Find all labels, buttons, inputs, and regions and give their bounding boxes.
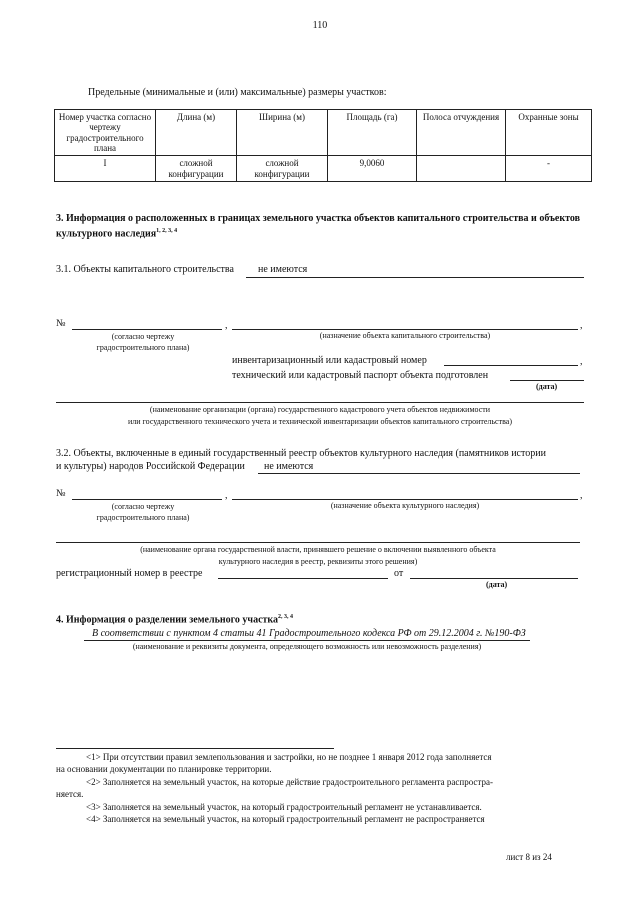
- org-caption-1: (наименование организации (органа) государственного кадастрового учета объектов недвижимости: [149, 405, 491, 414]
- section4-title: [56, 614, 293, 625]
- table-cell: сложной конфигурации: [237, 156, 328, 182]
- date-caption-2: (дата): [486, 580, 508, 589]
- section3-title-sup: 1, 2, 3, 4: [156, 228, 178, 234]
- caption-drawing-2: (согласно чертежу градостроительного плана): [96, 502, 190, 522]
- footnote-4: <4> Заполняется на земельный участок, на который градостроительный регламент не распространяется: [86, 814, 485, 824]
- comma: ,: [580, 320, 583, 331]
- num-sign-1: №: [56, 318, 66, 329]
- section4-basis: В соответствии с пунктом 4 статьи 41 Градостроительного кодекса РФ от 29.12.2004 г. №190-ФЗ: [92, 628, 526, 639]
- reg-date-line: [410, 578, 578, 579]
- comma: ,: [225, 320, 228, 331]
- table-header-cell: Полоса отчуждения: [417, 110, 506, 156]
- footnote-1a: <1> При отсутствии правил землепользования и застройки, но не позднее 1 января 2012 года заполняется: [86, 752, 492, 762]
- reg-number-line: [218, 578, 388, 579]
- section4-basis-caption: (наименование и реквизиты документа, определяющего возможность или невозможность разделения): [132, 642, 482, 651]
- table-cell: [417, 156, 506, 182]
- reg-number-label: регистрационный номер в реестре: [56, 568, 203, 579]
- table-cell: -: [506, 156, 592, 182]
- inventory-line: [444, 365, 578, 366]
- authority-line: [56, 542, 580, 543]
- caption-drawing-1: (согласно чертежу градостроительного плана): [96, 332, 190, 352]
- footnote-1b: на основании документации по планировке территории.: [56, 764, 272, 774]
- section4-basis-line: [84, 640, 530, 641]
- section3-title: [56, 213, 586, 240]
- drawing-number-line-1: [72, 329, 222, 330]
- drawing-number-line-2: [72, 499, 222, 500]
- comma: ,: [580, 490, 583, 501]
- sheet-counter: лист 8 из 24: [506, 852, 552, 862]
- table-cell: 9,0060: [328, 156, 417, 182]
- comma: ,: [225, 490, 228, 501]
- section4-title-sup: 2, 3, 4: [278, 614, 294, 620]
- s32-text-2: и культуры) народов Российской Федерации: [56, 461, 245, 472]
- s31-line: [246, 277, 584, 278]
- org-line: [56, 402, 584, 403]
- purpose-line-2: [232, 499, 578, 500]
- s31-value: не имеются: [258, 264, 308, 275]
- caption-purpose-1: (назначение объекта капитального строительства): [319, 331, 491, 340]
- table-header-cell: Номер участка согласно чертежу градостроительного плана: [55, 110, 156, 156]
- sizes-heading: Предельные (минимальные и (или) максимальные) размеры участков:: [88, 87, 387, 98]
- org-caption-2: или государственного технического учета и технической инвентаризации объектов капитального строительства): [127, 417, 512, 426]
- purpose-line-1: [232, 329, 578, 330]
- s32-text-1: 3.2. Объекты, включенные в единый государственный реестр объектов культурного наследия (памятников истории: [56, 448, 546, 459]
- s32-value: не имеются: [264, 461, 314, 472]
- comma: ,: [580, 356, 583, 367]
- footnote-2b: няется.: [56, 789, 84, 799]
- table-cell: сложной конфигурации: [156, 156, 237, 182]
- s32-line: [258, 473, 580, 474]
- num-sign-2: №: [56, 488, 66, 499]
- table-header-row: [55, 110, 592, 156]
- passport-label: технический или кадастровый паспорт объекта подготовлен: [232, 370, 489, 381]
- inventory-label: инвентаризационный или кадастровый номер: [232, 355, 427, 366]
- section4-title-text: 4. Информация о разделении земельного участка: [56, 614, 279, 626]
- authority-caption-2: культурного наследия в реестр, реквизиты этого решения): [218, 557, 418, 566]
- footnote-3: <3> Заполняется на земельный участок, на который градостроительный регламент не устанавливается.: [86, 802, 482, 812]
- table-row: [55, 156, 592, 182]
- table-header-cell: Площадь (га): [328, 110, 417, 156]
- table-header-cell: Ширина (м): [237, 110, 328, 156]
- table-header-cell: Охранные зоны: [506, 110, 592, 156]
- section3-title-text: 3. Информация о расположенных в границах земельного участка объектов капитального строительства и объектов культурного наследия: [56, 213, 581, 240]
- table-cell: I: [55, 156, 156, 182]
- table-header-cell: Длина (м): [156, 110, 237, 156]
- page-number: 110: [312, 20, 328, 31]
- caption-purpose-heritage: (назначение объекта культурного наследия): [330, 501, 480, 510]
- date-caption-1: (дата): [536, 382, 558, 391]
- sizes-table: [54, 109, 592, 182]
- footnote-2a: <2> Заполняется на земельный участок, на которые действие градостроительного регламента распростра-: [86, 777, 493, 787]
- s31-label: 3.1. Объекты капитального строительства: [56, 264, 234, 275]
- from-label: от: [394, 568, 404, 579]
- footnote-separator: [56, 748, 334, 749]
- authority-caption-1: (наименование органа государственной власти, принявшего решение о включении выявленного объекта: [140, 545, 496, 554]
- passport-date-line: [510, 380, 584, 381]
